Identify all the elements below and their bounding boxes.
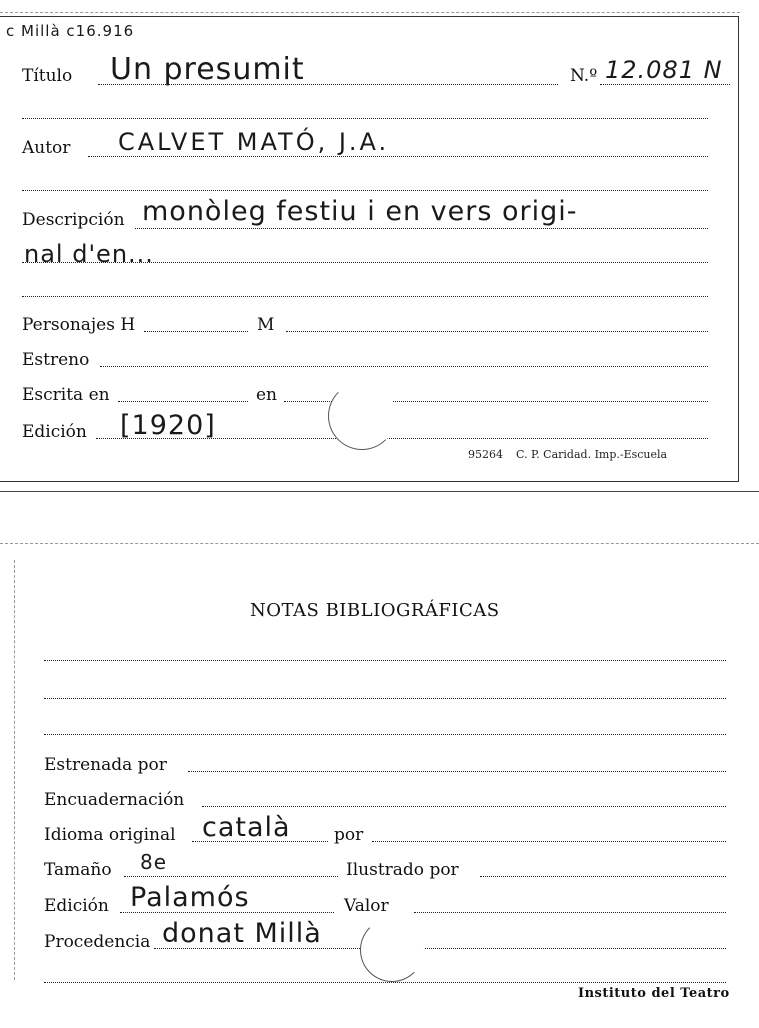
tamano-line bbox=[124, 876, 338, 877]
personajes-m-line bbox=[286, 331, 708, 332]
punch-hole-back bbox=[360, 918, 424, 982]
autor-line bbox=[88, 156, 708, 157]
titulo-value: Un presumit bbox=[110, 52, 305, 87]
edicion-label: Edición bbox=[22, 422, 87, 442]
printer-number: 95264 bbox=[468, 448, 503, 461]
descripcion-line bbox=[135, 228, 708, 229]
edicion-back-value: Palamós bbox=[130, 882, 250, 913]
escrita-label: Escrita en bbox=[22, 385, 110, 405]
scan-top-edge bbox=[0, 12, 740, 13]
blank-line-2 bbox=[22, 190, 708, 191]
descripcion-line2: nal d'en... bbox=[24, 240, 154, 268]
numero-label: N.º bbox=[570, 66, 598, 86]
estreno-label: Estreno bbox=[22, 350, 90, 370]
procedencia-line bbox=[154, 948, 726, 949]
titulo-line bbox=[98, 84, 558, 85]
numero-value: 12.081 N bbox=[605, 56, 723, 84]
encuadernacion-line bbox=[202, 806, 726, 807]
escrita-en-label: en bbox=[256, 385, 278, 405]
notas-line-3 bbox=[44, 734, 726, 735]
edicion-line bbox=[96, 438, 708, 439]
punch-hole-front bbox=[328, 382, 396, 450]
corner-note: c Millà c16.916 bbox=[6, 22, 135, 40]
numero-line bbox=[600, 84, 730, 85]
tamano-label: Tamaño bbox=[44, 860, 112, 880]
front-card-bottom-edge bbox=[0, 491, 759, 492]
autor-label: Autor bbox=[22, 138, 71, 158]
escrita-line bbox=[118, 401, 248, 402]
idioma-por-line bbox=[372, 841, 726, 842]
idioma-line bbox=[192, 841, 328, 842]
procedencia-label: Procedencia bbox=[44, 932, 151, 952]
personajes-label: Personajes H bbox=[22, 315, 136, 335]
valor-label: Valor bbox=[344, 896, 389, 916]
personajes-m-label: M bbox=[257, 315, 275, 335]
edicion-back-label: Edición bbox=[44, 896, 109, 916]
printer-text: C. P. Caridad. Imp.-Escuela bbox=[516, 448, 668, 461]
descripcion-label: Descripción bbox=[22, 210, 125, 230]
edicion-value: [1920] bbox=[120, 410, 216, 441]
edicion-back-line bbox=[120, 912, 334, 913]
procedencia-value: donat Millà bbox=[162, 918, 322, 949]
ilustrado-label: Ilustrado por bbox=[346, 860, 459, 880]
notas-heading: NOTAS BIBLIOGRÁFICAS bbox=[250, 600, 500, 621]
ilustrado-line bbox=[480, 876, 726, 877]
descripcion-line1: monòleg festiu i en vers origi- bbox=[142, 196, 578, 227]
estrenada-label: Estrenada por bbox=[44, 755, 167, 775]
idioma-por-label: por bbox=[334, 825, 364, 845]
estrenada-line bbox=[188, 771, 726, 772]
personajes-h-line bbox=[144, 331, 248, 332]
blank-line-3 bbox=[22, 296, 708, 297]
valor-line bbox=[414, 912, 726, 913]
scan-mid-edge bbox=[0, 543, 759, 544]
autor-value: CALVET MATÓ, J.A. bbox=[118, 128, 390, 156]
titulo-label: Título bbox=[22, 66, 73, 86]
estreno-line bbox=[100, 366, 708, 367]
institute-name: Instituto del Teatro bbox=[578, 986, 730, 1001]
blank-line-1 bbox=[22, 118, 708, 119]
encuadernacion-label: Encuadernación bbox=[44, 790, 185, 810]
notas-line-1 bbox=[44, 660, 726, 661]
idioma-label: Idioma original bbox=[44, 825, 176, 845]
notas-line-2 bbox=[44, 698, 726, 699]
tamano-value: 8e bbox=[140, 850, 168, 874]
descripcion-line-2 bbox=[22, 262, 708, 263]
back-card-left-edge bbox=[14, 560, 15, 980]
bottom-line bbox=[44, 982, 726, 983]
idioma-value: català bbox=[202, 812, 291, 843]
